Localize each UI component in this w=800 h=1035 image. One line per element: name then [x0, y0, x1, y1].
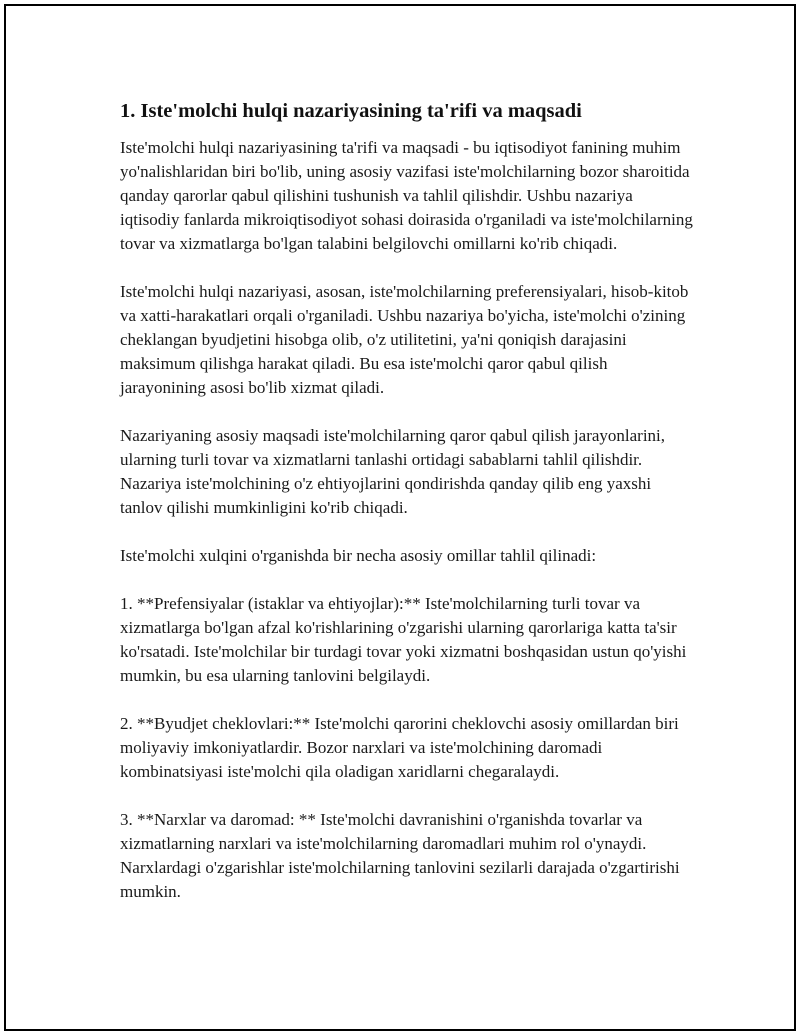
list-item-preferences: 1. **Prefensiyalar (istaklar va ehtiyojlar):** Iste'molchilarning turli tovar va xizmatlarga bo'lgan afzal ko'rishlarining o'zgarishi ularning qarorlariga katta ta'sir ko'rsatadi. Iste'molchilar bir turdagi tovar yoki xizmatni boshqasidan ustun qo'yishi mumkin, bu esa ularning tanlovini belgilaydi.	[120, 594, 687, 685]
document-body	[120, 98, 695, 928]
list-item-budget: 2. **Byudjet cheklovlari:** Iste'molchi qarorini cheklovchi asosiy omillardan biri moliyaviy imkoniyatlardir. Bozor narxlari va iste'molchining daromadi kombinatsiyasi iste'molchi qila oladigan xaridlarni chegaralaydi.	[120, 714, 679, 781]
paragraph-definition: Iste'molchi hulqi nazariyasining ta'rifi va maqsadi - bu iqtisodiyot fanining muhim yo'nalishlaridan biri bo'lib, uning asosiy vazifasi iste'molchilarning bozor sharoitida qanday qarorlar qabul qilishini tushunish va tahlil qilishdir. Ushbu nazariya iqtisodiy fanlarda mikroiqtisodiyot sohasi doirasida o'rganiladi va iste'molchilarning tovar va xizmatlarga bo'lgan talabini belgilovchi omillarni ko'rib chiqadi.	[120, 138, 693, 253]
page-frame	[4, 4, 796, 1031]
list-item-prices-income: 3. **Narxlar va daromad: ** Iste'molchi davranishini o'rganishda tovarlar va xizmatlarning narxlari va iste'molchilarning daromadlari muhim rol o'ynaydi. Narxlardagi o'zgarishlar iste'molchilarning tanlovini sezilarli darajada o'zgartirishi mumkin.	[120, 810, 680, 901]
section-heading: 1. Iste'molchi hulqi nazariyasining ta'rifi va maqsadi	[120, 100, 582, 122]
paragraph-factors-intro: Iste'molchi xulqini o'rganishda bir necha asosiy omillar tahlil qilinadi:	[120, 546, 597, 565]
paragraph-theory: Iste'molchi hulqi nazariyasi, asosan, iste'molchilarning preferensiyalari, hisob-kitob va xatti-harakatlari orqali o'rganiladi. Ushbu nazariya bo'yicha, iste'molchi o'zining cheklangan byudjetini hisobga olib, o'z utilitetini, ya'ni qoniqish darajasini maksimum qilishga harakat qiladi. Bu esa iste'molchi qaror qabul qilish jarayonining asosi bo'lib xizmat qiladi.	[120, 282, 689, 397]
paragraph-goal: Nazariyaning asosiy maqsadi iste'molchilarning qaror qabul qilish jarayonlarini, ularning turli tovar va xizmatlarni tanlashi ortidagi sabablarni tahlil qilishdir. Nazariya iste'molchining o'z ehtiyojlarini qondirishda qanday qilib eng yaxshi tanlov qilishi mumkinligini ko'rib chiqadi.	[120, 426, 666, 517]
